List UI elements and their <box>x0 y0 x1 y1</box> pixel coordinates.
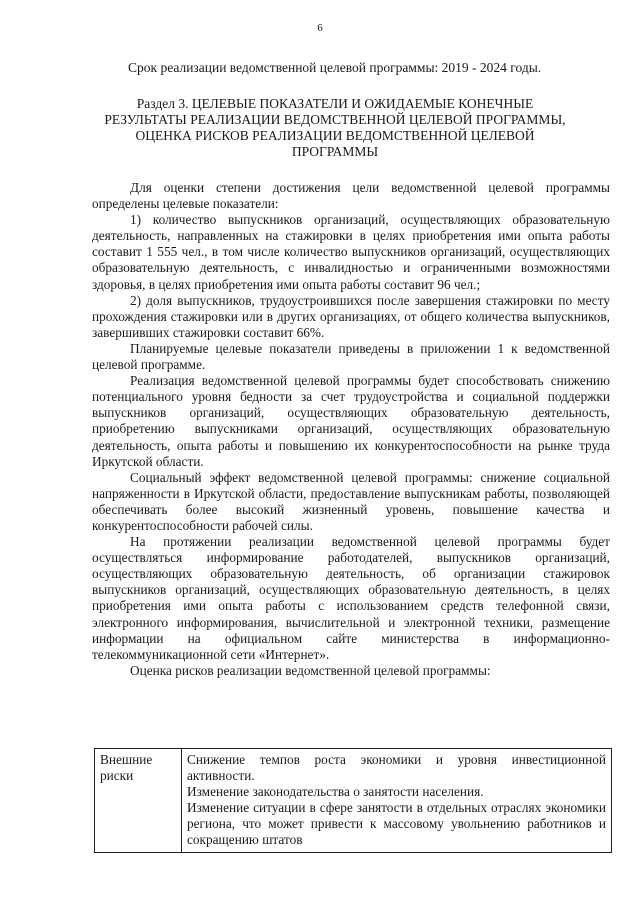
table-row <box>95 749 612 853</box>
risk-table <box>94 748 612 853</box>
paragraph-risk-assessment: Оценка рисков реализации ведомственной целевой программы: <box>130 662 491 678</box>
program-term-line: Срок реализации ведомственной целевой программы: 2019 - 2024 годы. <box>128 60 542 75</box>
risk-items-cell <box>182 749 612 853</box>
paragraph-implementation: Реализация ведомственной целевой программы будет способствовать снижению потенциального уровня бедности за счет трудоустройства и социальной поддержки выпускников организаций, осуществляющих образовательную деятельность, приобретению выпускниками организаций, осуществляющих образовательную деятельность, опыта работы и повышению их конкурентоспособности на рынке труда Иркутской области. <box>92 373 610 469</box>
body-text <box>92 180 610 679</box>
indicator-item-1: 1) количество выпускников организаций, осуществляющих образовательную деятельность, направленных на стажировки в целях приобретения ими опыта работы составит 1 555 чел., в том числе количество выпускников организаций, осуществляющих образовательную деятельность, с инвалидностью и ограниченными возможностями здоровья, в целях приобретения ими опыта работы составит 96 чел.; <box>92 212 610 292</box>
paragraph-informing: На протяжении реализации ведомственной целевой программы будет осуществляться информирование работодателей, выпускников организаций, осуществляющих образовательную деятельность, об организации стажировок выпускников организаций, осуществляющих образовательную деятельность, в целях приобретения ими опыта работы с использованием средств телефонной связи, электронного информирования, вычислительной и электронной техники, размещение информации на официальном сайте министерства в информационно-телекоммуникационной сети «Интернет». <box>92 534 610 662</box>
risk-item: Изменение ситуации в сфере занятости в отдельных отраслях экономики региона, что может привести к массовому увольнению работников и сокращению штатов <box>187 800 606 848</box>
indicator-item-2: 2) доля выпускников, трудоустроившихся после завершения стажировки по месту прохождения стажировки или в других организациях, от общего количества выпускников, завершивших стажировки составит 66%. <box>92 292 610 340</box>
page-number: 6 <box>317 22 323 34</box>
section-title: Раздел 3. ЦЕЛЕВЫЕ ПОКАЗАТЕЛИ И ОЖИДАЕМЫЕ КОНЕЧНЫЕ РЕЗУЛЬТАТЫ РЕАЛИЗАЦИИ ВЕДОМСТВЕННОЙ ЦЕЛЕВОЙ ПРОГРАММЫ, ОЦЕНКА РИСКОВ РЕАЛИЗАЦИИ ВЕДОМСТВЕННОЙ ЦЕЛЕВОЙ ПРОГРАММЫ <box>104 96 566 159</box>
paragraph-social-effect: Социальный эффект ведомственной целевой программы: снижение социальной напряженности в Иркутской области, предоставление выпускникам работы, позволяющей обеспечивать более высокий жизненный уровень, повышение качества и конкурентоспособности рабочей силы. <box>92 469 610 533</box>
paragraph-planned-indicators: Планируемые целевые показатели приведены в приложении 1 к ведомственной целевой программе. <box>92 340 610 373</box>
risk-category-cell: Внешние риски <box>95 749 182 853</box>
risk-item: Изменение законодательства о занятости населения. <box>187 784 484 800</box>
risk-item: Снижение темпов роста экономики и уровня инвестиционной активности. <box>187 752 606 784</box>
paragraph-intro: Для оценки степени достижения цели ведомственной целевой программы определены целевые показатели: <box>92 180 610 212</box>
